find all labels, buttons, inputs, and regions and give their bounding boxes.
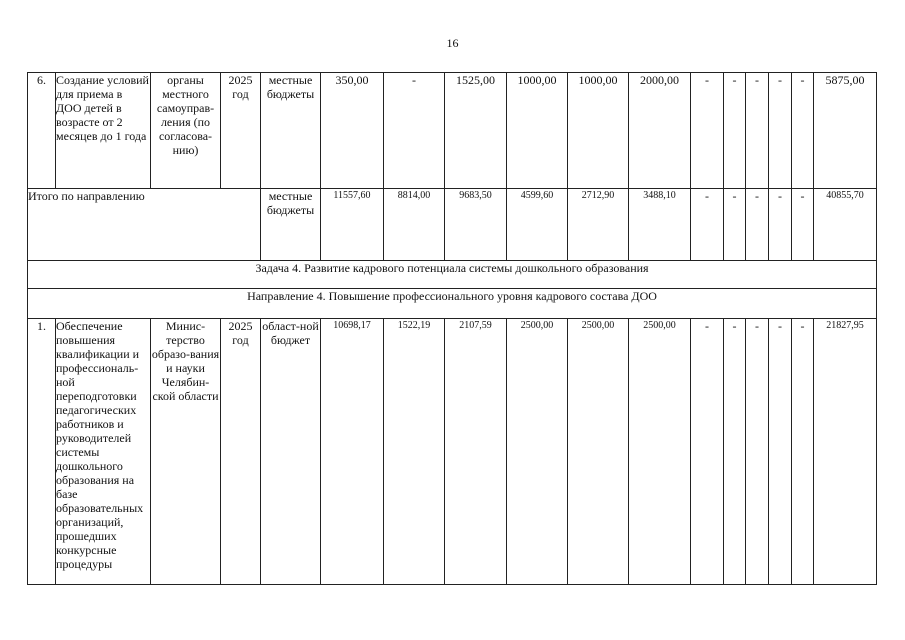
value-cell: 4599,60 [507,189,568,261]
value-cell: 350,00 [321,73,384,189]
value-cell: 1000,00 [568,73,629,189]
value-cell: 1525,00 [445,73,507,189]
dash-cell: - [724,189,746,261]
dash-cell: - [769,189,792,261]
dash-cell: - [792,319,814,585]
dash-cell: - [746,189,769,261]
measure-name: Создание условий для приема в ДОО детей в возрасте от 2 месяцев до 1 года [56,73,151,189]
task-heading: Задача 4. Развитие кадрового потенциала системы дошкольного образования [28,261,877,289]
dash-cell: - [691,73,724,189]
value-cell: - [384,73,445,189]
dash-cell: - [746,319,769,585]
total-cell: 5875,00 [814,73,877,189]
dash-cell: - [724,73,746,189]
dash-cell: - [792,73,814,189]
dash-cell: - [691,189,724,261]
executor: Минис-терство образо-вания и науки Челябин-ской области [151,319,221,585]
row-number: 1. [28,319,56,585]
dash-cell: - [724,319,746,585]
value-cell: 2500,00 [629,319,691,585]
itogo-label: Итого по направлению [28,189,261,261]
dash-cell: - [792,189,814,261]
value-cell: 11557,60 [321,189,384,261]
value-cell: 1522,19 [384,319,445,585]
dash-cell: - [746,73,769,189]
value-cell: 1000,00 [507,73,568,189]
funding-source: местные бюджеты [261,189,321,261]
value-cell: 2500,00 [507,319,568,585]
funding-source: местные бюджеты [261,73,321,189]
value-cell: 9683,50 [445,189,507,261]
value-cell: 2712,90 [568,189,629,261]
executor: органы местного самоуправ-ления (по согласова-нию) [151,73,221,189]
table-row-direction-heading [28,289,877,319]
table-row-task-heading [28,261,877,289]
value-cell: 3488,10 [629,189,691,261]
measure-name: Обеспечение повышения квалификации и профессиональ-ной переподготовки педагогических работников и руководителей системы дошкольного образования на базе образовательных организаций, прошедших конкурсные процедуры [56,319,151,585]
funding-source: област-ной бюджет [261,319,321,585]
total-cell: 40855,70 [814,189,877,261]
year: 2025 год [221,319,261,585]
program-table [27,72,877,585]
value-cell: 2107,59 [445,319,507,585]
total-cell: 21827,95 [814,319,877,585]
row-number: 6. [28,73,56,189]
value-cell: 8814,00 [384,189,445,261]
value-cell: 2000,00 [629,73,691,189]
year: 2025 год [221,73,261,189]
dash-cell: - [769,73,792,189]
direction-heading: Направление 4. Повышение профессионального уровня кадрового состава ДОО [28,289,877,319]
dash-cell: - [691,319,724,585]
dash-cell: - [769,319,792,585]
table-row-measure-6 [28,73,877,189]
table-row-measure-1 [28,319,877,585]
page-number: 16 [446,36,459,50]
value-cell: 10698,17 [321,319,384,585]
table-row-itogo [28,189,877,261]
value-cell: 2500,00 [568,319,629,585]
